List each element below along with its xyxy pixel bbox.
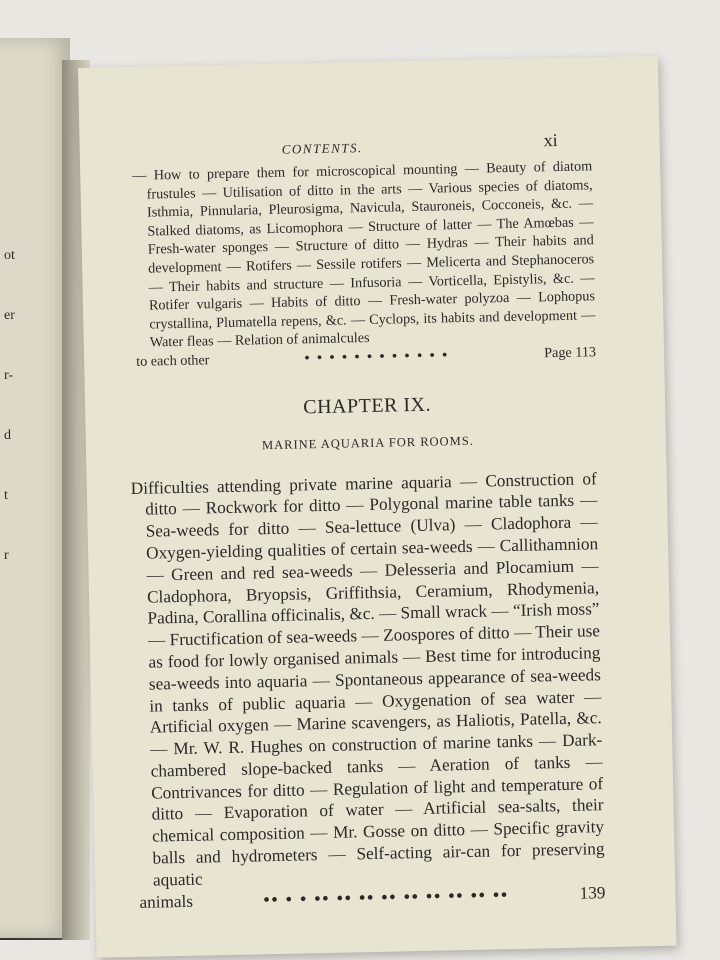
chapter-entry: [131, 468, 606, 914]
chapter-heading: CHAPTER IX.: [303, 393, 432, 418]
left-page: [0, 38, 70, 938]
running-head: CONTENTS.: [281, 140, 363, 157]
previous-chapter-entry: [132, 157, 596, 371]
leader-dots: • • • • • • • • • • • •: [304, 347, 450, 367]
entry-tail-text: animals: [139, 891, 194, 912]
left-fragment: d: [4, 428, 11, 443]
left-fragment: r: [4, 548, 9, 563]
left-page-text-fragments: [4, 206, 34, 606]
entry-tail-text: to each other: [135, 352, 210, 370]
entry-text: Difficulties attending private marine aquaria — Construction of ditto — Rockwork for ditto — Polygonal marine table tanks — Sea-weeds for ditto — Sea-lettuce (Ulva) — Cladophora — Oxygen-yielding qualities of certain sea-weeds — Callithamnion — Green and red sea-weeds — Delesseria and Plocamium — Cladophora, Bryopsis, Griffithsia, Ceramium, Rhodymenia, Padina, Corallina officinalis, &c. — Small wrack — “Irish moss” — Fructification of sea-weeds — Zoospores of ditto — Their use as food for lowly organised animals — Best time for introducing sea-weeds into aquaria — Spontaneous appearance of sea-weeds in tanks of public aquaria — Oxygenation of sea water — Artificial oxygen — Marine scavengers, as Haliotis, Patella, &c. — Mr. W. R. Hughes on construction of marine tanks — Dark-chambered slope-backed tanks — Aeration of tanks — Contrivances for ditto — Regulation of light and temperature of ditto — Evaporation of water — Artificial sea-salts, their chemical composition — Mr. Gosse on ditto — Specific gravity balls and hydrometers — Self-acting air-can for preserving aquatic: [130, 468, 605, 890]
contents-page: [78, 56, 677, 958]
entry-page-ref: Page 113: [544, 344, 597, 362]
page-body: [131, 123, 607, 913]
page-header: [131, 123, 591, 159]
left-fragment: t: [4, 488, 8, 503]
leader-dots: •• • • •• •• •• •• •• •• •• •• ••: [263, 884, 510, 909]
page-number: xi: [543, 129, 558, 151]
entry-tail: [139, 882, 606, 913]
left-fragment: er: [4, 308, 15, 323]
entry-page-ref: 139: [579, 882, 606, 903]
chapter-subheading: MARINE AQUARIA FOR ROOMS.: [261, 433, 474, 452]
left-fragment: ot: [4, 248, 15, 263]
left-fragment: r-: [4, 368, 14, 383]
entry-text: — How to prepare them for microscopical mounting — Beauty of diatom frustules — Utilisation of ditto in the arts — Various species of diatoms, Isthmia, Pinnularia, Pleurosigma, Navicula, Stauroneis, Cocconeis, &c. — Stalked diatoms, as Licomophora — Structure of latter — The Amœbas — Fresh-water sponges — Structure of ditto — Hydras — Their habits and development — Rotifers — Sessile rotifers — Melicerta and Stephanoceros — Their habits and structure — Infusoria — Vorticella, Epistylis, &c. — Rotifer vulgaris — Habits of ditto — Fresh-water polyzoa — Lophopus crystallina, Plumatella repens, &c. — Cyclops, its habits and development — Water fleas — Relation of animalcules: [132, 158, 596, 351]
